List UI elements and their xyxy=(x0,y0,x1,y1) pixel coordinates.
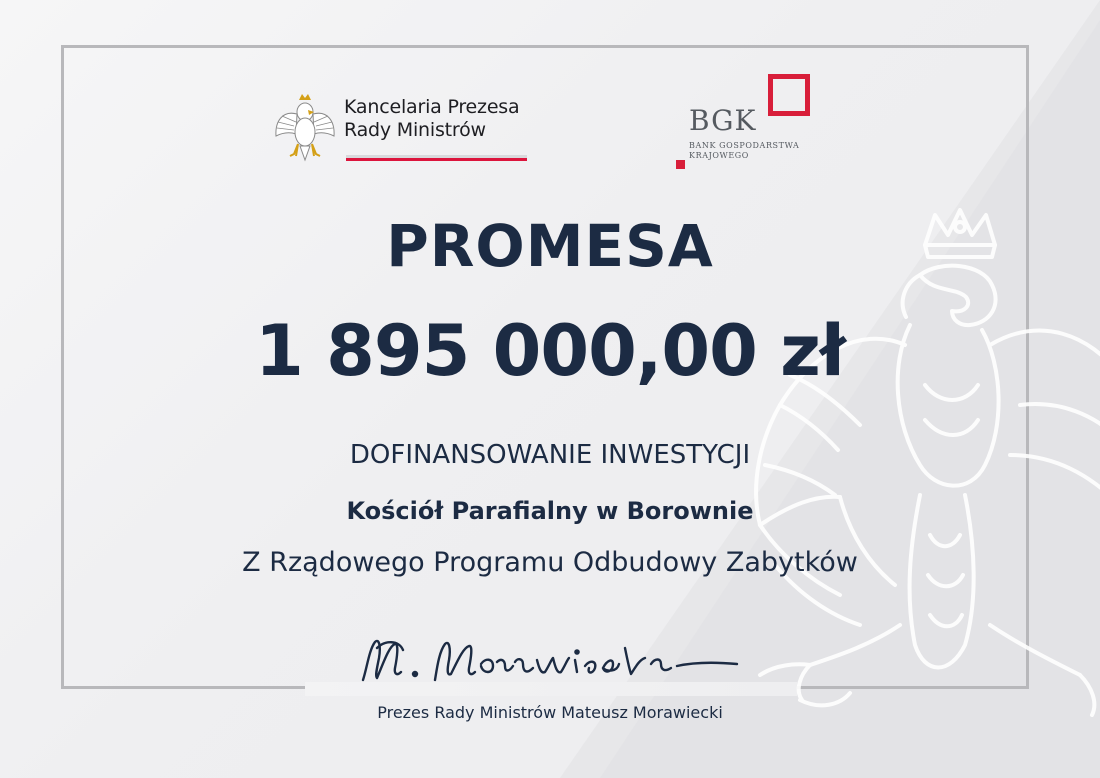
document-title: PROMESA xyxy=(386,212,714,280)
bgk-subtitle-line1: BANK GOSPODARSTWA xyxy=(689,141,800,150)
signer-name: Prezes Rady Ministrów Mateusz Morawiecki xyxy=(377,703,723,722)
bgk-subtitle-line2: KRAJOWEGO xyxy=(689,151,749,160)
subtitle: DOFINANSOWANIE INWESTYCJI xyxy=(349,440,751,470)
bgk-square-icon xyxy=(768,74,810,116)
bgk-logo xyxy=(672,72,822,172)
bgk-name: BGK xyxy=(689,104,757,137)
eagle-watermark-icon xyxy=(720,205,1100,778)
amount: 1 895 000,00 zł xyxy=(255,310,845,392)
program-name: Z Rządowego Programu Odbudowy Zabytków xyxy=(242,547,858,578)
bgk-square-mark-icon xyxy=(676,160,685,169)
white-eagle-icon xyxy=(272,92,338,162)
kprm-logo xyxy=(272,92,532,164)
kprm-name-line2: Rady Ministrów xyxy=(344,119,486,141)
kprm-name-line1: Kancelaria Prezesa xyxy=(344,96,520,118)
handwritten-signature xyxy=(355,628,745,688)
polish-flag-bar xyxy=(346,155,527,161)
project-name: Kościół Parafialny w Borownie xyxy=(346,497,754,525)
